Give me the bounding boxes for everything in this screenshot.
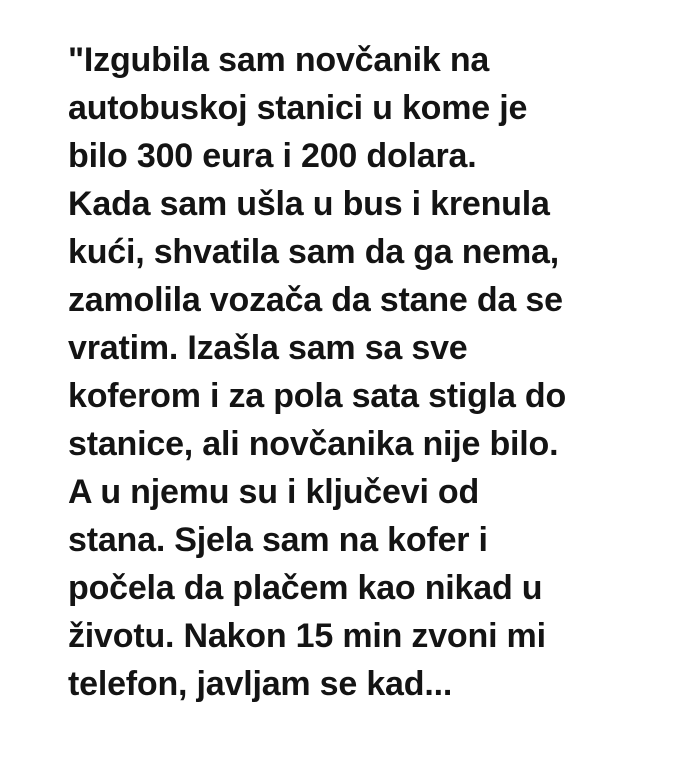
story-line: kući, shvatila sam da ga nema, <box>68 233 560 271</box>
story-line: koferom i za pola sata stigla do <box>68 377 567 415</box>
story-line: telefon, javljam se kad... <box>68 665 453 703</box>
story-line: životu. Nakon 15 min zvoni mi <box>68 617 546 655</box>
story-line: Kada sam ušla u bus i krenula <box>68 185 550 223</box>
story-line: bilo 300 eura i 200 dolara. <box>68 137 477 175</box>
story-line: A u njemu su i ključevi od <box>68 473 480 511</box>
story-line: "Izgubila sam novčanik na <box>68 41 490 79</box>
story-line: stana. Sjela sam na kofer i <box>68 521 488 559</box>
story-line: stanice, ali novčanika nije bilo. <box>68 425 559 463</box>
story-line: autobuskoj stanici u kome je <box>68 89 528 127</box>
story-line: zamolila vozača da stane da se <box>68 281 563 319</box>
story-line: vratim. Izašla sam sa sve <box>68 329 468 367</box>
story-line: počela da plačem kao nikad u <box>68 569 543 607</box>
story-text <box>68 36 688 708</box>
